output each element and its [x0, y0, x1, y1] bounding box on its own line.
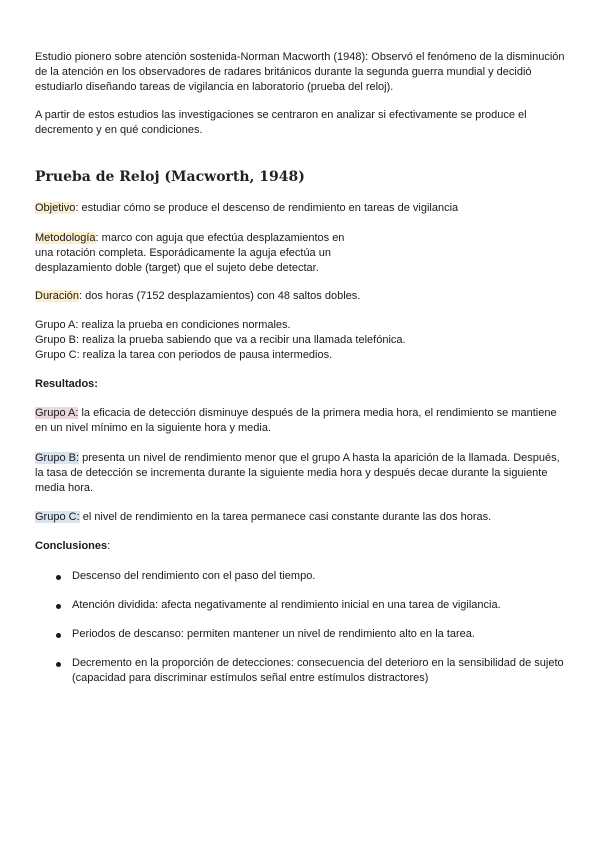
grupo-c-line: Grupo C: realiza la tarea con periodos de pausa intermedios.: [35, 349, 333, 361]
metodologia-label: Metodología: [35, 232, 96, 244]
intro-paragraph-2: A partir de estos estudios las investigaciones se centraron en analizar si efectivamente se produce el decremento y en qué condiciones.: [35, 109, 527, 136]
resultado-grupo-c: [35, 510, 565, 525]
bullet-icon: [56, 662, 61, 667]
objetivo-paragraph: [35, 201, 565, 216]
grupo-a-line: Grupo A: realiza la prueba en condiciones normales.: [35, 319, 291, 331]
metodologia-paragraph: [35, 231, 565, 276]
resultado-grupo-b: [35, 451, 565, 496]
resultado-a-text: la eficacia de detección disminuye después de la primera media hora, el rendimiento se mantiene en un nivel mínimo en la siguiente hora y media.: [35, 407, 557, 434]
conclusiones-title-text: Conclusiones: [35, 540, 108, 552]
metodologia-line-2: una rotación completa. Esporádicamente la aguja efectúa un: [35, 247, 331, 259]
resultado-grupo-a: [35, 406, 565, 436]
list-item: [54, 627, 582, 642]
bullet-icon: [56, 633, 61, 638]
resultado-b-label: Grupo B:: [35, 452, 80, 464]
bullet-icon: [56, 575, 61, 580]
conclusiones-colon: :: [107, 540, 111, 552]
metodologia-line-1: : marco con aguja que efectúa desplazamientos en: [95, 232, 345, 244]
grupos-paragraph: [35, 318, 565, 363]
objetivo-text: : estudiar cómo se produce el descenso de rendimiento en tareas de vigilancia: [75, 202, 459, 214]
conclusion-text: Descenso del rendimiento con el paso del tiempo.: [72, 570, 316, 582]
resultado-a-label: Grupo A:: [35, 407, 79, 419]
conclusion-text: Periodos de descanso: permiten mantener un nivel de rendimiento alto en la tarea.: [72, 628, 475, 640]
duracion-label: Duración: [35, 290, 80, 302]
bullet-icon: [56, 604, 61, 609]
conclusion-text: Atención dividida: afecta negativamente al rendimiento inicial en una tarea de vigilancia.: [72, 599, 501, 611]
duracion-paragraph: [35, 289, 565, 304]
section-title: Prueba de Reloj (Macworth, 1948): [35, 169, 305, 185]
intro-paragraph-1: Estudio pionero sobre atención sostenida-Norman Macworth (1948): Observó el fenómeno de la disminución de la atención en los observadores de radares británicos durante la segunda guerra mundial y decidió estudiarlo diseñando tareas de vigilancia en laboratorio (prueba del reloj).: [35, 51, 565, 93]
list-item: [54, 598, 582, 613]
duracion-text: : dos horas (7152 desplazamientos) con 48 saltos dobles.: [79, 290, 361, 302]
resultados-title: Resultados:: [35, 378, 98, 390]
list-item: [54, 656, 582, 686]
resultado-c-label: Grupo C:: [35, 511, 80, 523]
list-item: [54, 569, 582, 584]
objetivo-label: Objetivo: [35, 202, 76, 214]
conclusion-text: Decremento en la proporción de detecciones: consecuencia del deterioro en la sensibilidad de sujeto (capacidad para discriminar estímulos señal entre estímulos distractores): [72, 657, 564, 684]
metodologia-line-3: desplazamiento doble (target) que el sujeto debe detectar.: [35, 262, 319, 274]
resultado-b-text: presenta un nivel de rendimiento menor que el grupo A hasta la aparición de la llamada. Después, la tasa de detección se incrementa durante la siguiente media hora y después decae durante la siguiente media hora.: [35, 452, 560, 494]
resultado-c-text: el nivel de rendimiento en la tarea permanece casi constante durante las dos horas.: [79, 511, 492, 523]
conclusiones-title: [35, 539, 565, 554]
grupo-b-line: Grupo B: realiza la prueba sabiendo que va a recibir una llamada telefónica.: [35, 334, 406, 346]
